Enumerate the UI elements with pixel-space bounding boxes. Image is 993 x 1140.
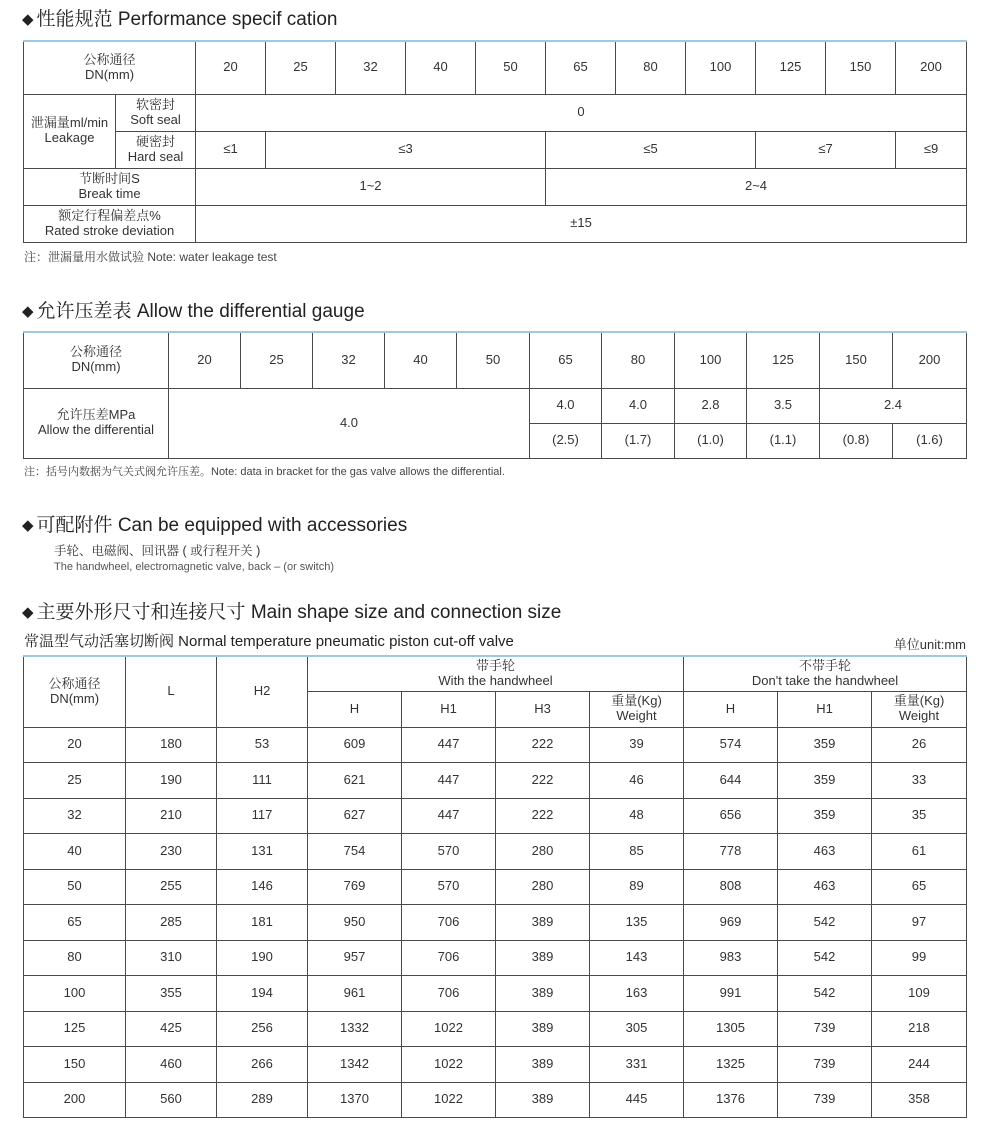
table-cell: 754 [308,834,402,870]
table-cell: 778 [684,834,778,870]
diamond-bullet-icon: ◆ [22,303,34,320]
table-cell: 210 [126,798,217,834]
table-cell: 644 [684,763,778,799]
table-cell: 656 [684,798,778,834]
table-cell: 280 [496,869,590,905]
table-cell: 135 [590,905,684,941]
header-H1: H1 [778,691,872,727]
table-cell: 542 [778,976,872,1012]
table-cell: 89 [590,869,684,905]
diamond-bullet-icon: ◆ [22,517,34,534]
table-cell: 389 [496,976,590,1012]
table-row [24,976,967,1012]
table-row [24,727,967,763]
table-cell: 706 [402,905,496,941]
dn-cell: 150 [820,332,893,388]
dn-cell: 65 [546,41,616,94]
table-cell: 1022 [402,1047,496,1083]
table-cell: 39 [590,727,684,763]
table-cell: 146 [217,869,308,905]
header-weight: 重量(Kg) Weight [872,691,967,727]
table-cell: 117 [217,798,308,834]
table-row [24,798,967,834]
table-cell: 969 [684,905,778,941]
table-cell: 244 [872,1047,967,1083]
dn-label-cell: 公称通径 DN(mm) [24,332,169,388]
dn-cell: 150 [826,41,896,94]
table-cell: 256 [217,1011,308,1047]
accessories-en: The handwheel, electromagnetic valve, back – (or switch) [54,561,335,573]
table-row [24,940,967,976]
table-cell: 389 [496,1047,590,1083]
table-row [24,905,967,941]
table-cell: 358 [872,1082,967,1118]
table-row [24,1082,967,1118]
dn-cell: 80 [602,332,675,388]
table-cell: 355 [126,976,217,1012]
table-cell: 447 [402,763,496,799]
table-cell: 542 [778,905,872,941]
table-cell: 190 [126,763,217,799]
table-row [24,869,967,905]
table-cell: 46 [590,763,684,799]
table-cell: 310 [126,940,217,976]
table-cell: 285 [126,905,217,941]
table-row [24,41,967,94]
break-time-label: 节断时间S Break time [24,168,196,205]
table-cell: 20 [24,727,126,763]
performance-note: 注：泄漏量用水做试验 Note: water leakage test [24,250,277,264]
diamond-bullet-icon: ◆ [22,604,34,621]
dn-cell: 100 [686,41,756,94]
dn-cell: 32 [336,41,406,94]
table-cell: 131 [217,834,308,870]
header-L: L [126,656,217,727]
table-cell: 627 [308,798,402,834]
table-cell: 447 [402,727,496,763]
section-title-accessories: ◆ 可配附件 Can be equipped with accessories [22,515,408,536]
table-cell: 359 [778,763,872,799]
table-cell: 389 [496,940,590,976]
dn-cell: 65 [530,332,602,388]
dn-cell: 100 [675,332,747,388]
table-cell: 1376 [684,1082,778,1118]
section-title-differential: ◆ 允许压差表 Allow the differential gauge [22,301,365,322]
break-time-value: 1~2 [196,168,546,205]
differential-table [23,331,967,459]
table-cell: 35 [872,798,967,834]
dimensions-table [23,655,967,1118]
hard-seal-value: ≤3 [266,131,546,168]
table-cell: 991 [684,976,778,1012]
table-cell: 1342 [308,1047,402,1083]
soft-seal-value: 0 [196,94,967,131]
table-cell: 739 [778,1082,872,1118]
section-title-dimensions: ◆ 主要外形尺寸和连接尺寸 Main shape size and connection size [22,602,562,623]
differential-note: 注：括号内数据为气关式阀允许压差。Note: data in bracket for the gas valve allows the differential. [24,466,505,478]
table-cell: 463 [778,834,872,870]
dn-cell: 80 [616,41,686,94]
break-time-value: 2~4 [546,168,967,205]
bracket-value: (1.0) [675,423,747,458]
table-cell: 65 [24,905,126,941]
table-header-row [24,656,967,691]
table-cell: 1332 [308,1011,402,1047]
dimensions-body [24,727,967,1118]
accessories-text [54,541,334,573]
differential-value: 4.0 [530,388,602,423]
table-cell: 389 [496,1082,590,1118]
table-cell: 26 [872,727,967,763]
accessories-cn: 手轮、电磁阀、回讯器 ( 或行程开关 ) [54,544,261,558]
dn-cell: 50 [476,41,546,94]
table-row [24,332,967,388]
table-cell: 1370 [308,1082,402,1118]
table-cell: 53 [217,727,308,763]
dn-cell: 50 [457,332,530,388]
table-cell: 463 [778,869,872,905]
table-cell: 143 [590,940,684,976]
table-cell: 389 [496,905,590,941]
table-cell: 48 [590,798,684,834]
table-cell: 181 [217,905,308,941]
dimensions-subtitle: 常温型气动活塞切断阀 Normal temperature pneumatic piston cut-off valve [24,633,514,650]
table-cell: 80 [24,940,126,976]
table-cell: 150 [24,1047,126,1083]
table-cell: 769 [308,869,402,905]
table-cell: 560 [126,1082,217,1118]
header-weight: 重量(Kg) Weight [590,691,684,727]
leakage-label-cell: 泄漏量ml/min Leakage [24,94,116,168]
table-cell: 609 [308,727,402,763]
table-cell: 739 [778,1047,872,1083]
hard-seal-value: ≤5 [546,131,756,168]
table-cell: 97 [872,905,967,941]
bracket-value: (1.1) [747,423,820,458]
table-cell: 230 [126,834,217,870]
stroke-deviation-value: ±15 [196,205,967,242]
dn-cell: 25 [241,332,313,388]
header-H: H [308,691,402,727]
with-handwheel-group: 带手轮 With the handwheel [308,656,684,691]
bracket-value: (1.7) [602,423,675,458]
table-cell: 570 [402,834,496,870]
table-cell: 85 [590,834,684,870]
table-cell: 289 [217,1082,308,1118]
table-cell: 359 [778,727,872,763]
table-cell: 331 [590,1047,684,1083]
dn-cell: 125 [747,332,820,388]
differential-value: 3.5 [747,388,820,423]
differential-value: 2.4 [820,388,967,423]
table-cell: 100 [24,976,126,1012]
hard-seal-value: ≤1 [196,131,266,168]
dn-cell: 200 [893,332,967,388]
table-cell: 61 [872,834,967,870]
table-cell: 389 [496,1011,590,1047]
table-cell: 109 [872,976,967,1012]
header-H: H [684,691,778,727]
table-cell: 1305 [684,1011,778,1047]
differential-value: 4.0 [169,388,530,458]
table-cell: 266 [217,1047,308,1083]
dn-cell: 32 [313,332,385,388]
diamond-bullet-icon: ◆ [22,11,34,28]
table-row [24,1011,967,1047]
table-cell: 40 [24,834,126,870]
performance-table [23,40,967,243]
hard-seal-value: ≤9 [896,131,967,168]
dn-cell: 40 [406,41,476,94]
table-cell: 255 [126,869,217,905]
table-row [24,388,967,423]
stroke-deviation-label: 额定行程偏差点% Rated stroke deviation [24,205,196,242]
bracket-value: (0.8) [820,423,893,458]
without-handwheel-group: 不带手轮 Don't take the handwheel [684,656,967,691]
table-cell: 460 [126,1047,217,1083]
dn-cell: 25 [266,41,336,94]
header-H3: H3 [496,691,590,727]
table-cell: 200 [24,1082,126,1118]
table-cell: 125 [24,1011,126,1047]
table-cell: 983 [684,940,778,976]
table-cell: 425 [126,1011,217,1047]
table-cell: 222 [496,727,590,763]
table-cell: 808 [684,869,778,905]
table-cell: 180 [126,727,217,763]
hard-seal-value: ≤7 [756,131,896,168]
table-cell: 950 [308,905,402,941]
table-cell: 359 [778,798,872,834]
table-cell: 1022 [402,1082,496,1118]
table-row [24,834,967,870]
table-cell: 447 [402,798,496,834]
table-cell: 222 [496,798,590,834]
table-cell: 1325 [684,1047,778,1083]
header-H2: H2 [217,656,308,727]
table-cell: 739 [778,1011,872,1047]
table-cell: 305 [590,1011,684,1047]
dn-cell: 125 [756,41,826,94]
table-cell: 218 [872,1011,967,1047]
table-cell: 50 [24,869,126,905]
table-cell: 961 [308,976,402,1012]
table-cell: 1022 [402,1011,496,1047]
table-row [24,168,967,205]
table-cell: 32 [24,798,126,834]
header-H1: H1 [402,691,496,727]
table-cell: 574 [684,727,778,763]
table-cell: 621 [308,763,402,799]
bracket-value: (2.5) [530,423,602,458]
dn-cell: 20 [169,332,241,388]
dn-cell: 200 [896,41,967,94]
table-cell: 163 [590,976,684,1012]
table-cell: 280 [496,834,590,870]
table-cell: 570 [402,869,496,905]
table-cell: 706 [402,940,496,976]
table-cell: 542 [778,940,872,976]
table-cell: 957 [308,940,402,976]
unit-label: 单位unit:mm [893,637,966,652]
table-row [24,205,967,242]
hard-seal-label: 硬密封 Hard seal [116,131,196,168]
table-cell: 99 [872,940,967,976]
dn-label-cell: 公称通径 DN(mm) [24,656,126,727]
table-cell: 706 [402,976,496,1012]
table-row [24,131,967,168]
table-row [24,94,967,131]
section-title-performance: ◆ 性能规范 Performance specif cation [22,9,338,30]
bracket-value: (1.6) [893,423,967,458]
dn-cell: 40 [385,332,457,388]
table-row [24,763,967,799]
table-cell: 111 [217,763,308,799]
table-cell: 33 [872,763,967,799]
table-cell: 65 [872,869,967,905]
differential-label-cell: 允许压差MPa Allow the differential [24,388,169,458]
table-cell: 194 [217,976,308,1012]
soft-seal-label: 软密封 Soft seal [116,94,196,131]
dn-label-cell: 公称通径 DN(mm) [24,41,196,94]
table-cell: 190 [217,940,308,976]
dn-cell: 20 [196,41,266,94]
table-cell: 445 [590,1082,684,1118]
table-cell: 222 [496,763,590,799]
differential-value: 4.0 [602,388,675,423]
table-row [24,1047,967,1083]
table-cell: 25 [24,763,126,799]
differential-value: 2.8 [675,388,747,423]
